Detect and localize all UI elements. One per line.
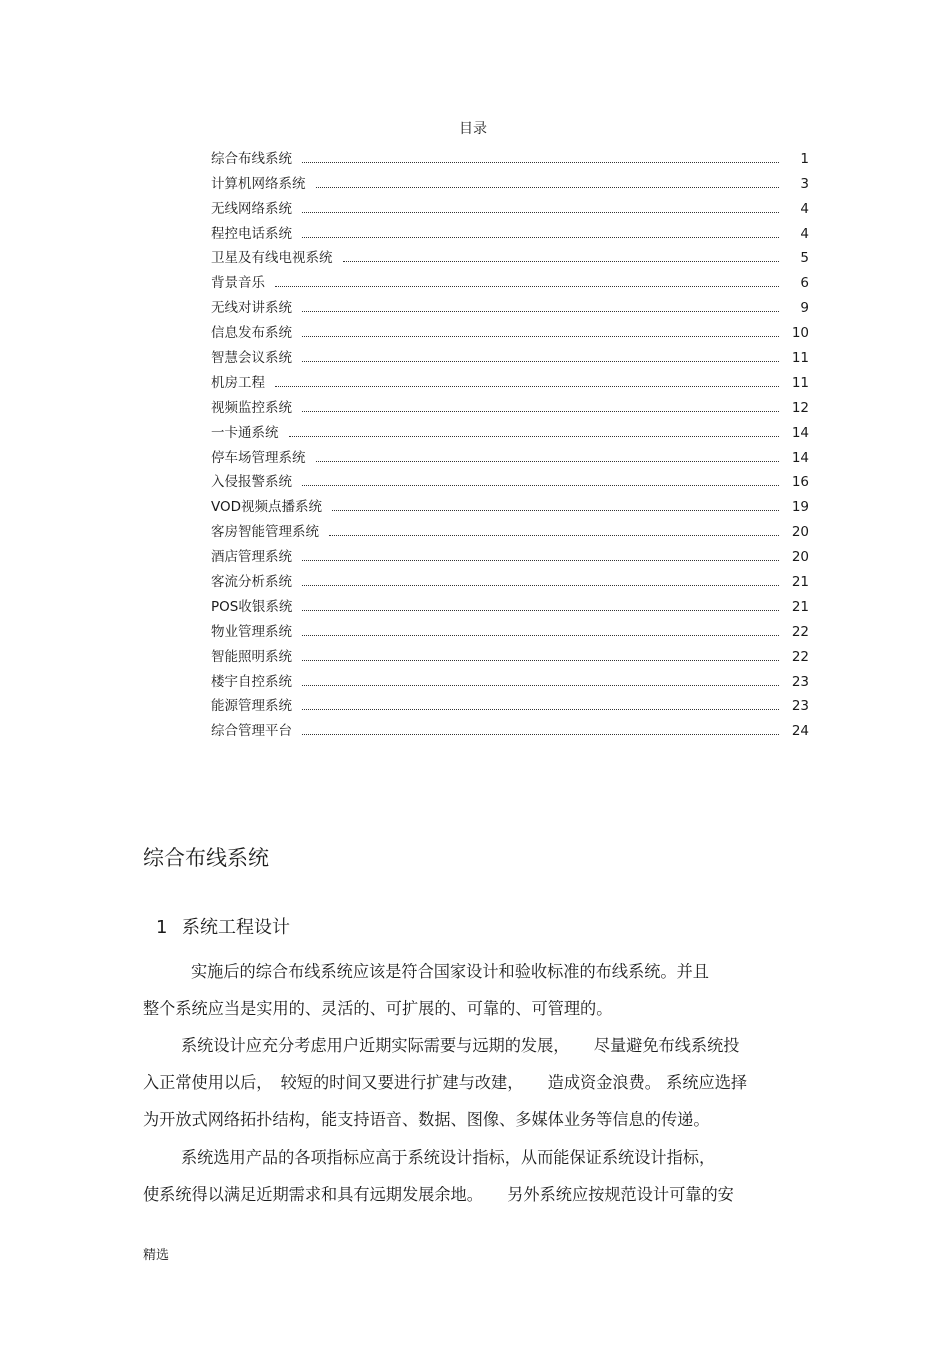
toc-entry-label: 机房工程: [211, 374, 265, 391]
toc-leader-dots: [343, 260, 780, 262]
toc-leader-dots: [302, 684, 779, 686]
toc-leader-dots: [302, 211, 779, 213]
toc-entry-label: 酒店管理系统: [211, 549, 292, 566]
toc-leader-dots: [302, 410, 779, 412]
paragraph-line: 为开放式网络拓扑结构，能支持语音、数据、图像、多媒体业务等信息的传递。: [143, 1110, 710, 1129]
toc-entry[interactable]: [211, 292, 809, 317]
toc-leader-dots: [302, 584, 779, 586]
toc-entry-label: 入侵报警系统: [211, 474, 292, 491]
toc-entry-page: 21: [791, 598, 809, 615]
toc-leader-dots: [302, 609, 779, 611]
toc-entry[interactable]: [211, 666, 809, 691]
toc-entry[interactable]: [211, 317, 809, 342]
toc-entry-page: 23: [791, 673, 809, 690]
toc-entry-page: 4: [800, 200, 809, 217]
table-of-contents: [211, 143, 809, 740]
toc-entry-label: 信息发布系统: [211, 325, 292, 342]
toc-entry-label: 综合管理平台: [211, 723, 292, 740]
toc-entry-label: 背景音乐: [211, 275, 265, 292]
toc-entry-label: 智慧会议系统: [211, 350, 292, 367]
toc-title: 目录: [459, 121, 487, 137]
body-paragraph: [143, 953, 823, 1027]
paragraph-line: 系统选用产品的各项指标应高于系统设计指标，从而能保证系统设计指标，: [181, 1148, 716, 1167]
toc-entry-label: 客房智能管理系统: [211, 524, 319, 541]
toc-entry[interactable]: [211, 243, 809, 268]
page-footer: 精选: [143, 1248, 170, 1263]
toc-entry[interactable]: [211, 143, 809, 168]
toc-entry-label: 客流分析系统: [211, 574, 292, 591]
toc-entry[interactable]: [211, 392, 809, 417]
toc-entry-label: 无线对讲系统: [211, 300, 292, 317]
body-paragraph: [143, 1027, 823, 1138]
toc-leader-dots: [302, 310, 779, 312]
toc-entry-page: 14: [791, 424, 809, 441]
toc-leader-dots: [302, 559, 779, 561]
paragraph-line: 入正常使用以后， 较短的时间又要进行扩建与改建， 造成资金浪费。 系统应选择: [143, 1073, 748, 1092]
toc-entry-label: 计算机网络系统: [211, 175, 306, 192]
toc-leader-dots: [332, 509, 779, 511]
toc-entry-page: 23: [791, 698, 809, 715]
toc-entry[interactable]: [211, 491, 809, 516]
toc-entry[interactable]: [211, 168, 809, 193]
toc-entry[interactable]: [211, 641, 809, 666]
toc-entry-page: 9: [800, 300, 809, 317]
toc-leader-dots: [329, 534, 779, 536]
toc-entry[interactable]: [211, 516, 809, 541]
paragraph-line: 使系统得以满足近期需求和具有远期发展余地。 另外系统应按规范设计可靠的安: [143, 1185, 734, 1204]
toc-entry-page: 20: [791, 524, 809, 541]
subsection-title: 系统工程设计: [182, 917, 290, 938]
toc-leader-dots: [275, 285, 779, 287]
toc-entry[interactable]: [211, 193, 809, 218]
toc-leader-dots: [316, 460, 780, 462]
toc-entry-page: 10: [791, 325, 809, 342]
toc-entry[interactable]: [211, 591, 809, 616]
toc-entry[interactable]: [211, 715, 809, 740]
toc-entry-label: VOD视频点播系统: [211, 499, 323, 516]
toc-entry-label: 能源管理系统: [211, 698, 292, 715]
toc-entry-page: 22: [791, 648, 809, 665]
toc-entry[interactable]: [211, 467, 809, 492]
toc-entry-label: 停车场管理系统: [211, 449, 306, 466]
toc-entry-page: 3: [800, 175, 809, 192]
toc-entry-page: 11: [791, 350, 809, 367]
toc-entry-page: 20: [791, 549, 809, 566]
toc-entry[interactable]: [211, 342, 809, 367]
toc-entry[interactable]: [211, 267, 809, 292]
toc-entry-page: 1: [800, 150, 809, 167]
toc-entry[interactable]: [211, 541, 809, 566]
toc-leader-dots: [302, 634, 779, 636]
paragraph-line: 整个系统应当是实用的、灵活的、可扩展的、可靠的、可管理的。: [143, 999, 613, 1018]
toc-entry-label: 楼宇自控系统: [211, 673, 292, 690]
toc-leader-dots: [302, 484, 779, 486]
toc-leader-dots: [302, 659, 779, 661]
toc-entry-label: 程控电话系统: [211, 225, 292, 242]
subsection-heading: [156, 914, 290, 942]
toc-entry-label: 一卡通系统: [211, 424, 279, 441]
toc-entry-label: 视频监控系统: [211, 399, 292, 416]
toc-entry[interactable]: [211, 442, 809, 467]
toc-leader-dots: [302, 236, 779, 238]
toc-entry-page: 14: [791, 449, 809, 466]
toc-entry[interactable]: [211, 691, 809, 716]
toc-leader-dots: [302, 335, 779, 337]
toc-leader-dots: [275, 385, 779, 387]
toc-entry-label: 综合布线系统: [211, 150, 292, 167]
toc-entry-page: 22: [791, 623, 809, 640]
toc-entry-page: 24: [791, 723, 809, 740]
paragraph-line: 实施后的综合布线系统应该是符合国家设计和验收标准的布线系统。并且: [191, 962, 709, 981]
toc-entry[interactable]: [211, 367, 809, 392]
toc-entry-page: 4: [800, 225, 809, 242]
toc-leader-dots: [316, 186, 780, 188]
toc-entry-page: 5: [800, 250, 809, 267]
toc-entry-page: 19: [791, 499, 809, 516]
toc-entry-label: POS收银系统: [211, 598, 293, 615]
toc-entry[interactable]: [211, 566, 809, 591]
toc-entry-page: 21: [791, 574, 809, 591]
paragraph-line: 系统设计应充分考虑用户近期实际需要与远期的发展， 尽量避免布线系统投: [181, 1036, 740, 1055]
toc-entry-page: 16: [791, 474, 809, 491]
toc-entry[interactable]: [211, 218, 809, 243]
section-heading: 综合布线系统: [143, 846, 269, 870]
toc-entry-page: 11: [791, 374, 809, 391]
toc-entry-label: 无线网络系统: [211, 200, 292, 217]
toc-entry-label: 物业管理系统: [211, 623, 292, 640]
toc-entry-page: 12: [791, 399, 809, 416]
toc-leader-dots: [302, 708, 779, 710]
toc-entry-page: 6: [800, 275, 809, 292]
toc-entry[interactable]: [211, 616, 809, 641]
body-paragraph: [143, 1139, 823, 1213]
toc-leader-dots: [302, 360, 779, 362]
toc-entry-label: 智能照明系统: [211, 648, 292, 665]
toc-leader-dots: [302, 161, 779, 163]
toc-leader-dots: [289, 435, 780, 437]
subsection-number: 1: [156, 917, 168, 938]
toc-entry-label: 卫星及有线电视系统: [211, 250, 333, 267]
toc-entry[interactable]: [211, 417, 809, 442]
toc-leader-dots: [302, 733, 779, 735]
